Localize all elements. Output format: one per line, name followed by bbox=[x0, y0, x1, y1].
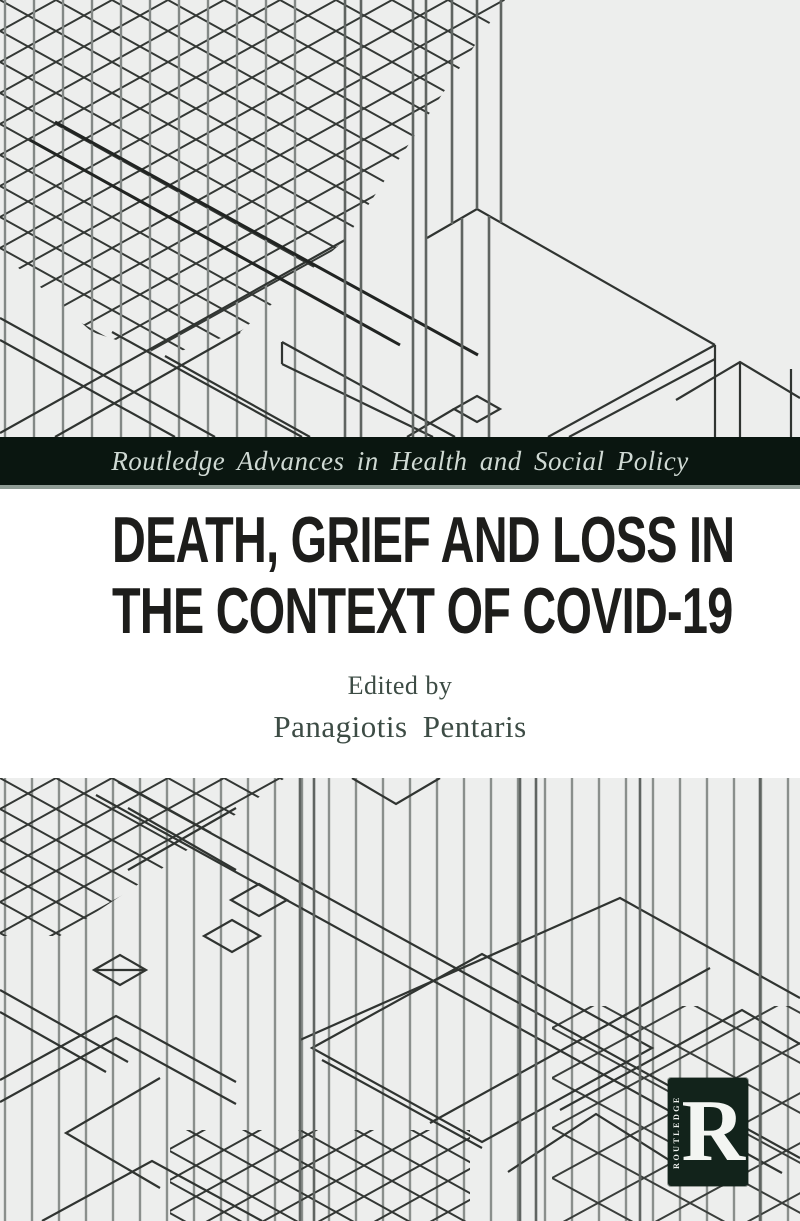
editor-name: Panagiotis Pentaris bbox=[273, 709, 527, 744]
title-section bbox=[0, 489, 800, 778]
edited-by-label: Edited by bbox=[347, 671, 453, 700]
routledge-wordmark: ROUTLEDGE bbox=[672, 1095, 681, 1169]
top-pattern-panel bbox=[0, 0, 800, 437]
series-banner bbox=[0, 437, 800, 489]
routledge-r-letter: R bbox=[681, 1083, 745, 1180]
series-banner-text: Routledge Advances in Health and Social Policy bbox=[111, 445, 689, 476]
bottom-pattern-panel bbox=[0, 778, 800, 1221]
title-line-2: THE CONTEXT OF COVID-19 bbox=[112, 574, 733, 647]
title-line-1: DEATH, GRIEF AND LOSS IN bbox=[112, 503, 735, 576]
book-title bbox=[112, 489, 735, 647]
isometric-line-art-top bbox=[0, 0, 800, 437]
routledge-logo bbox=[668, 1078, 748, 1186]
